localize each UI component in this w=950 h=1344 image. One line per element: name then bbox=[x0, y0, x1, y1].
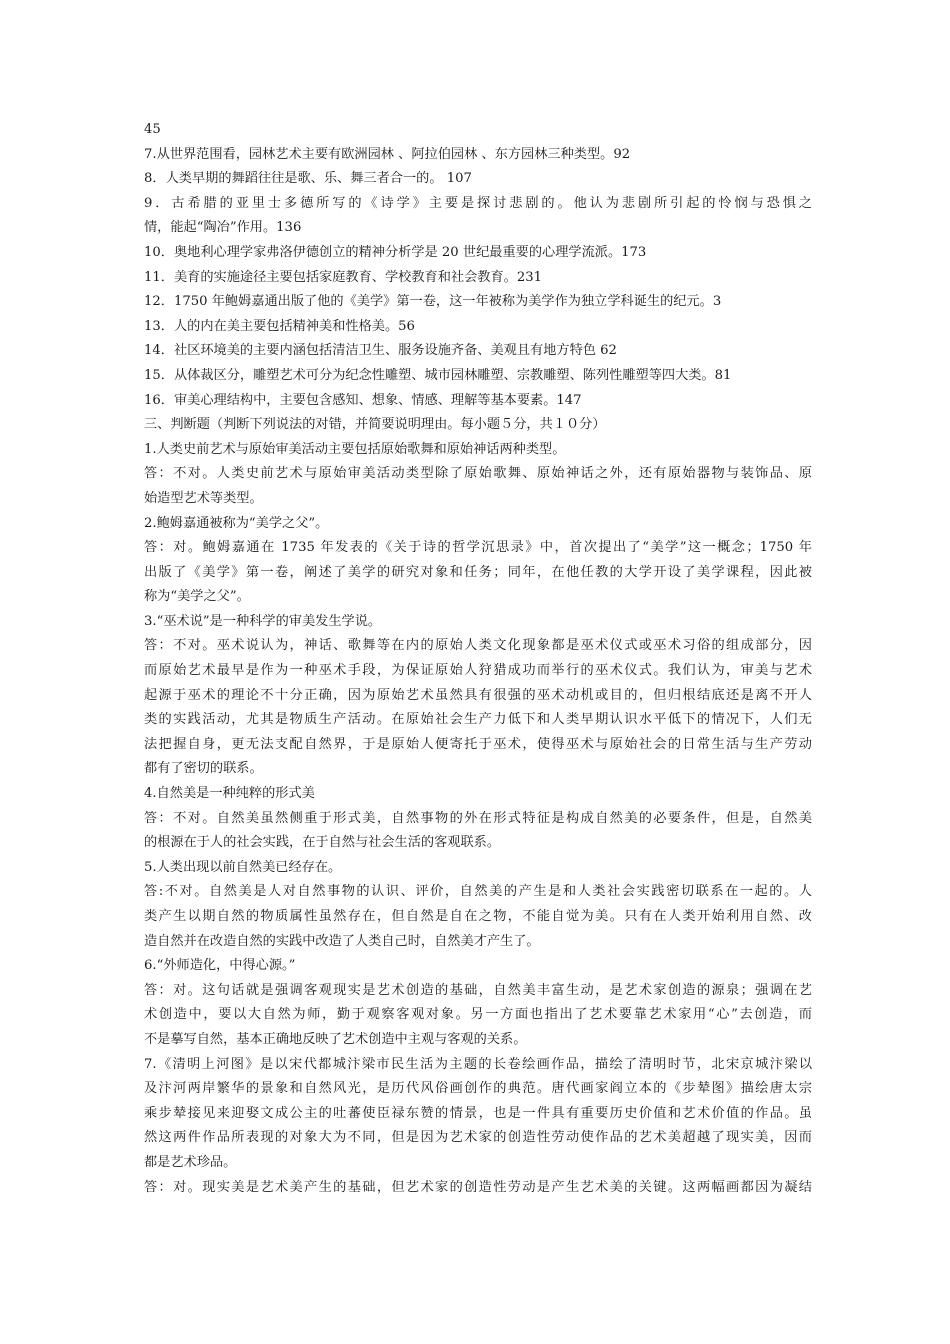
question: 6.“外师造化，中得心源。” bbox=[144, 958, 296, 974]
answer-line: 造自然并在改造自然的实践中改造了人类自己时，自然美才产生了。 bbox=[144, 933, 540, 949]
question-line: 都是艺术珍品。 bbox=[144, 1154, 237, 1170]
answer-line: 答：不对。人类史前艺术与原始审美活动类型除了原始歌舞、原始神话之外，还有原始器物与装饰品、原 bbox=[144, 466, 812, 482]
answer-line: 都有了密切的联系。 bbox=[144, 761, 263, 777]
text-line: 45 bbox=[144, 122, 161, 137]
question-line: 乘步辇接见来迎娶文成公主的吐蕃使臣禄东赞的情景，也是一件具有重要历史价值和艺术价值的作品。虽 bbox=[144, 1105, 812, 1121]
answer-line: 起源于巫术的理论不十分正确，因为原始艺术虽然具有很强的巫术动机或目的，但归根结底还是离不开人 bbox=[144, 687, 812, 703]
answer-line: 答：不对。自然美虽然侧重于形式美，自然事物的外在形式特征是构成自然美的必要条件，但是，自然美 bbox=[144, 810, 812, 826]
text-line: 7.从世界范围看，园林艺术主要有欧洲园林 、阿拉伯园林 、东方园林三种类型。92 bbox=[144, 146, 631, 162]
text-line: 情，能起“陶冶”作用。136 bbox=[144, 220, 302, 236]
answer-line: 术创造中，要以大自然为师，勤于观察客观对象。另一方面也指出了艺术要靠艺术家用“心”去创造，而 bbox=[144, 1007, 812, 1023]
text-line: 15．从体裁区分，雕塑艺术可分为纪念性雕塑、城市园林雕塑、宗教雕塑、陈列性雕塑等四大类。81 bbox=[144, 367, 732, 383]
question-line: 然这两件作品所表现的对象大为不同，但是因为艺术家的创造性劳动使作品的艺术美超越了现实美，因而 bbox=[144, 1130, 812, 1146]
answer-line: 始造型艺术等类型。 bbox=[144, 490, 263, 506]
question-line: 7.《清明上河图》是以宋代都城汴梁市民生活为主题的长卷绘画作品，描绘了清明时节，北宋京城汴梁以 bbox=[144, 1056, 812, 1072]
answer-line: 答：对。鲍姆嘉通在 1735 年发表的《关于诗的哲学沉思录》中，首次提出了“美学”这一概念；1750 年 bbox=[144, 540, 812, 556]
text-line: 13．人的内在美主要包括精神美和性格美。56 bbox=[144, 318, 415, 334]
text-line: 10．奥地利心理学家弗洛伊德创立的精神分析学是 20 世纪最重要的心理学流派。173 bbox=[144, 244, 647, 260]
text-line: 16．审美心理结构中，主要包含感知、想象、情感、理解等基本要素。147 bbox=[144, 392, 582, 408]
answer-line: 类产生以期自然的物质属性虽然存在，但自然是自在之物，不能自觉为美。只有在人类开始利用自然、改 bbox=[144, 909, 812, 924]
answer-line: 答：不对。巫术说认为，神话、歌舞等在内的原始人类文化现象都是巫术仪式或巫术习俗的组成部分，因 bbox=[144, 638, 812, 654]
answer-line: 答：对。现实美是艺术美产生的基础，但艺术家的创造性劳动是产生艺术美的关键。这两幅画都因为凝结 bbox=[144, 1179, 812, 1195]
question: 4.自然美是一种纯粹的形式美 bbox=[144, 786, 315, 802]
text-line: 14．社区环境美的主要内涵包括清洁卫生、服务设施齐备、美观且有地方特色 62 bbox=[144, 343, 617, 359]
text-line: 12．1750 年鲍姆嘉通出版了他的《美学》第一卷，这一年被称为美学作为独立学科诞生的纪元。3 bbox=[144, 294, 722, 310]
answer-line: 而原始艺术最早是作为一种巫术手段，为保证原始人狩猎成功而举行的巫术仪式。我们认为，审美与艺术 bbox=[144, 663, 812, 679]
answer-line: 法把握自身，更无法支配自然界，于是原始人便寄托于巫术，使得巫术与原始社会的日常生活与生产劳动 bbox=[144, 736, 812, 752]
answer-line: 不是摹写自然，基本正确地反映了艺术创造中主观与客观的关系。 bbox=[144, 1031, 527, 1047]
text-line: 11．美育的实施途径主要包括家庭教育、学校教育和社会教育。231 bbox=[144, 269, 543, 285]
question: 2.鲍姆嘉通被称为“美学之父”。 bbox=[144, 515, 329, 531]
question-line: 及汴河两岸繁华的景象和自然风光，是历代风俗画创作的典范。唐代画家阎立本的《步辇图》描绘唐太宗 bbox=[144, 1081, 812, 1097]
answer-line: 的根源在于人的社会实践，在于自然与社会生活的客观联系。 bbox=[144, 835, 501, 851]
answer-line: 称为“美学之父”。 bbox=[144, 589, 250, 605]
question: 3.“巫术说”是一种科学的审美发生学说。 bbox=[144, 613, 382, 629]
answer-line: 答:不对。自然美是人对自然事物的认识、评价，自然美的产生是和人类社会实践密切联系在一起的。人 bbox=[144, 884, 812, 900]
question: 1.人类史前艺术与原始审美活动主要包括原始歌舞和原始神话两种类型。 bbox=[144, 441, 566, 457]
text-line: 8．人类早期的舞蹈往往是歌、乐、舞三者合一的。 107 bbox=[144, 171, 472, 187]
section-heading: 三、判断题（判断下列说法的对错，并简要说明理由。每小题５分，共１０分） bbox=[144, 417, 606, 433]
text-line: 9．古希腊的亚里士多德所写的《诗学》主要是探讨悲剧的。他认为悲剧所引起的怜悯与恐惧之 bbox=[144, 195, 812, 211]
answer-line: 类的实践活动，尤其是物质生产活动。在原始社会生产力低下和人类早期认识水平低下的情况下，人们无 bbox=[144, 712, 812, 728]
answer-line: 出版了《美学》第一卷，阐述了美学的研究对象和任务；同年，在他任教的大学开设了美学课程，因此被 bbox=[144, 564, 812, 580]
answer-line: 答：对。这句话就是强调客观现实是艺术创造的基础，自然美丰富生动，是艺术家创造的源泉；强调在艺 bbox=[144, 982, 812, 998]
document-body bbox=[144, 118, 812, 1200]
question: 5.人类出现以前自然美已经存在。 bbox=[144, 859, 342, 875]
